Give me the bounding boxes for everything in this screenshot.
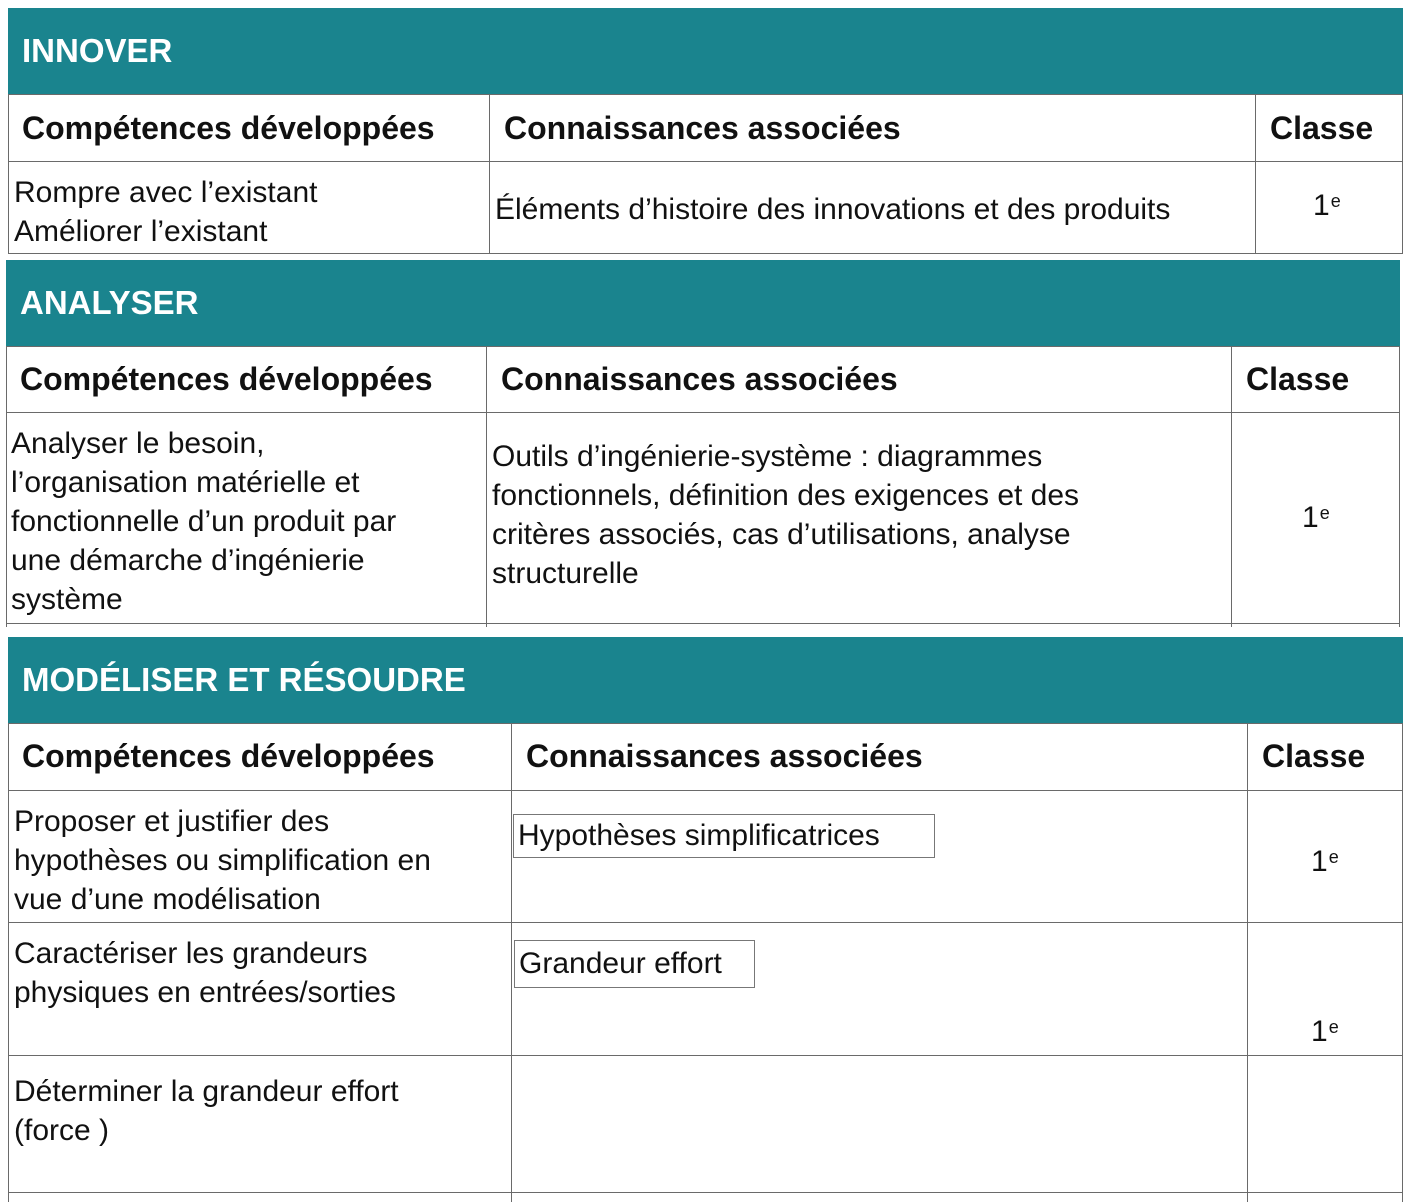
row-connaissance: Éléments d’histoire des innovations et des produits [495, 193, 1171, 226]
classe-sup: e [1328, 847, 1339, 867]
row-competence [14, 802, 509, 919]
divider [8, 1192, 1403, 1193]
header-connaissances: Connaissances associées [504, 109, 901, 146]
classe-value: 1 [1311, 845, 1328, 878]
row-classe [1302, 498, 1330, 537]
row-competence [14, 173, 484, 251]
competence-line: Déterminer la grandeur effort [14, 1075, 399, 1108]
row-competence [14, 934, 509, 1012]
divider [511, 723, 512, 1202]
header-competences: Compétences développées [22, 109, 435, 146]
divider [8, 790, 1403, 791]
divider [8, 1055, 1403, 1056]
competence-line: fonctionnelle d’un produit par [11, 505, 397, 538]
section-title: INNOVER [8, 8, 1403, 94]
divider [1231, 346, 1232, 627]
divider [8, 723, 1403, 724]
classe-sup: e [1328, 1017, 1339, 1037]
row-classe [1311, 842, 1339, 881]
connaissance-line: structurelle [492, 557, 639, 590]
connaissance-line: Outils d’ingénierie-système : diagrammes [492, 440, 1043, 473]
divider [486, 346, 487, 627]
competence-line: Proposer et justifier des [14, 805, 330, 838]
divider [1402, 94, 1403, 254]
divider [6, 346, 7, 627]
classe-sup: e [1319, 503, 1330, 523]
header-connaissances: Connaissances associées [501, 360, 898, 397]
competence-line: Analyser le besoin, [11, 427, 265, 460]
competence-line: une démarche d’ingénierie [11, 544, 365, 577]
row-classe [1311, 1012, 1339, 1051]
row-competence [14, 1072, 509, 1150]
divider [6, 412, 1400, 413]
divider [8, 922, 1403, 923]
classe-value: 1 [1311, 1015, 1328, 1048]
divider [1402, 723, 1403, 1202]
competence-line: (force ) [14, 1114, 110, 1147]
header-classe: Classe [1246, 360, 1350, 397]
divider [489, 94, 490, 254]
connaissance-line: fonctionnels, définition des exigences et des [492, 479, 1080, 512]
competence-line: Caractériser les grandeurs [14, 937, 368, 970]
competence-line: hypothèses ou simplification en [14, 844, 431, 877]
divider [1399, 346, 1400, 627]
competence-line: Rompre avec l’existant [14, 176, 318, 209]
classe-sup: e [1330, 191, 1341, 211]
divider [1255, 94, 1256, 254]
divider [8, 94, 1403, 95]
classe-value: 1 [1302, 501, 1319, 534]
competence-line: Améliorer l’existant [14, 215, 268, 248]
competence-line: physiques en entrées/sorties [14, 976, 396, 1009]
header-classe: Classe [1262, 738, 1366, 774]
section-title: MODÉLISER ET RÉSOUDRE [8, 637, 1403, 723]
connaissance-line: critères associés, cas d’utilisations, analyse [492, 518, 1071, 551]
divider [8, 94, 9, 254]
row-connaissance [492, 437, 1227, 593]
divider [8, 723, 9, 1202]
connaissance-box: Hypothèses simplificatrices [513, 814, 935, 858]
header-connaissances: Connaissances associées [526, 738, 923, 774]
header-competences: Compétences développées [22, 738, 435, 774]
row-classe [1313, 186, 1341, 225]
divider [8, 161, 1403, 162]
header-classe: Classe [1270, 109, 1374, 146]
divider [6, 346, 1400, 347]
divider [6, 623, 1400, 624]
competence-line: système [11, 583, 123, 616]
classe-value: 1 [1313, 189, 1330, 222]
divider [8, 253, 1403, 254]
row-competence [11, 424, 483, 619]
header-competences: Compétences développées [20, 360, 433, 397]
connaissance-box: Grandeur effort [514, 940, 755, 988]
competence-line: l’organisation matérielle et [11, 466, 360, 499]
divider [1247, 723, 1248, 1202]
section-title: ANALYSER [6, 260, 1400, 346]
competence-line: vue d’une modélisation [14, 883, 321, 916]
